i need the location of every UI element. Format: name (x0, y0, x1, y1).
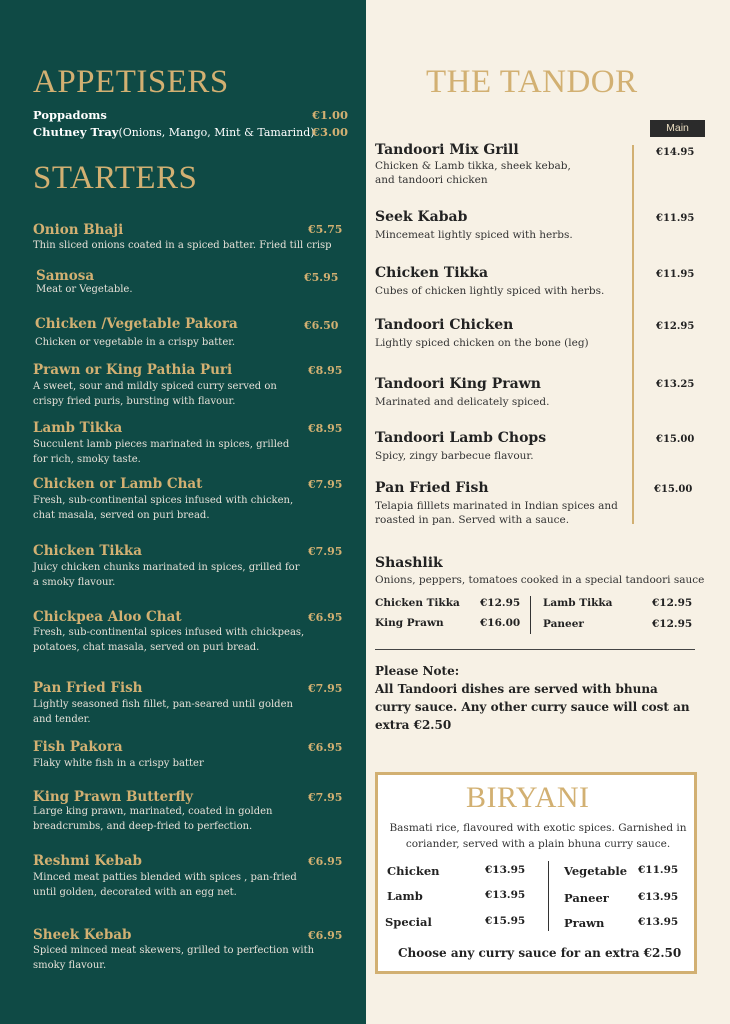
note-title: Please Note: (375, 664, 460, 678)
shashlik-title: Shashlik (375, 555, 443, 571)
starter-desc: Meat or Vegetable. (36, 284, 133, 295)
tandoor-name: Pan Fried Fish (375, 480, 489, 496)
starter-name: Onion Bhaji (33, 222, 124, 238)
tandoor-name: Tandoori Chicken (375, 317, 514, 333)
starter-desc: Thin sliced onions coated in a spiced batter. Fried till crisp (33, 240, 332, 251)
starter-desc: Large king prawn, marinated, coated in golden breadcrumbs, and deep-fried to perfection. (33, 806, 273, 832)
starter-name: Fish Pakora (33, 739, 123, 755)
appetiser-price: €3.00 (312, 125, 349, 139)
starter-price: €6.95 (308, 611, 343, 624)
biryani-title: BIRYANI (466, 781, 590, 814)
tandoor-desc: Spicy, zingy barbecue flavour. (375, 450, 534, 462)
starter-price: €6.50 (304, 319, 339, 332)
starter-desc: Minced meat patties blended with spices , pan-fried until golden, decorated with an egg net. (33, 872, 297, 898)
starter-price: €5.95 (304, 271, 339, 284)
starter-price: €7.95 (308, 545, 343, 558)
starter-price: €7.95 (308, 478, 343, 491)
starter-desc: Spiced minced meat skewers, grilled to perfection with smoky flavour. (33, 945, 315, 971)
biryani-item-price: €13.95 (485, 864, 526, 876)
starter-price: €6.95 (308, 855, 343, 868)
appetiser-detail: (Onions, Mango, Mint & Tamarind) (118, 126, 315, 139)
shashlik-item-name: Paneer (543, 618, 584, 630)
shashlik-desc: Onions, peppers, tomatoes cooked in a special tandoori sauce (375, 574, 705, 586)
biryani-item-price: €11.95 (638, 864, 679, 876)
tandoor-desc: Lightly spiced chicken on the bone (leg) (375, 337, 589, 349)
tandoor-name: Tandoori King Prawn (375, 376, 541, 392)
biryani-divider (548, 861, 549, 931)
starter-name: Chicken or Lamb Chat (33, 476, 203, 492)
biryani-item-name: Special (385, 915, 432, 929)
tandoor-desc: Marinated and delicately spiced. (375, 396, 550, 408)
tandoor-name: Seek Kabab (375, 209, 468, 225)
biryani-item-name: Lamb (387, 889, 423, 903)
starter-name: Chicken Tikka (33, 543, 142, 559)
starter-desc: A sweet, sour and mildly spiced curry served on crispy fried puris, bursting with flavour. (33, 381, 277, 407)
starter-desc: Fresh, sub-continental spices infused with chicken, chat masala, served on puri bread. (33, 495, 294, 521)
tandoor-name: Chicken Tikka (375, 265, 489, 281)
tandoor-desc: Chicken & Lamb tikka, sheek kebab, and tandoori chicken (375, 160, 571, 186)
starter-price: €8.95 (308, 364, 343, 377)
biryani-item-name: Chicken (387, 864, 440, 878)
starter-name: Reshmi Kebab (33, 853, 142, 869)
biryani-item-name: Prawn (564, 916, 605, 930)
appetiser-row (33, 125, 315, 139)
biryani-item-name: Paneer (564, 891, 609, 905)
tandoor-price: €11.95 (656, 213, 695, 224)
starter-name: Chicken /Vegetable Pakora (35, 316, 238, 332)
tandoor-desc: Telapia filllets marinated in Indian spices and roasted in pan. Served with a sauce. (375, 500, 618, 526)
starter-price: €7.95 (308, 682, 343, 695)
starter-desc: Fresh, sub-continental spices infused with chickpeas, potatoes, chat masala, served on puri bread. (33, 627, 305, 653)
biryani-item-price: €15.95 (485, 915, 526, 927)
starter-price: €5.75 (308, 223, 343, 236)
shashlik-item-price: €12.95 (480, 597, 521, 609)
starter-name: Samosa (36, 268, 95, 284)
shashlik-item-name: Lamb Tikka (543, 597, 613, 609)
tandoor-title: THE TANDOR (426, 64, 638, 100)
tandoor-price: €13.25 (656, 379, 695, 390)
tandoor-price: €15.00 (654, 484, 693, 495)
starters-title: STARTERS (33, 160, 198, 196)
starter-desc: Juicy chicken chunks marinated in spices, grilled for a smoky flavour. (33, 562, 300, 588)
starter-price: €8.95 (308, 422, 343, 435)
tandoor-price: €15.00 (656, 434, 695, 445)
starter-name: Prawn or King Pathia Puri (33, 362, 233, 378)
tandoor-desc: Cubes of chicken lightly spiced with herbs. (375, 285, 605, 297)
shashlik-item-name: Chicken Tikka (375, 597, 460, 609)
starter-price: €6.95 (308, 929, 343, 942)
biryani-desc: Basmati rice, flavoured with exotic spices. Garnished in coriander, served with a plain bhuna curry sauce. (389, 822, 687, 850)
starter-name: Lamb Tikka (33, 420, 123, 436)
starter-name: Chickpea Aloo Chat (33, 609, 182, 625)
starter-name: Pan Fried Fish (33, 680, 143, 696)
biryani-item-price: €13.95 (638, 916, 679, 928)
shashlik-item-price: €12.95 (652, 618, 693, 630)
appetisers-title: APPETISERS (33, 64, 229, 100)
main-badge: Main (650, 120, 705, 137)
appetiser-price: €1.00 (312, 108, 349, 122)
tandoor-price: €11.95 (656, 269, 695, 280)
note-text: All Tandoori dishes are served with bhuna curry sauce. Any other curry sauce will cost an extra €2.50 (375, 682, 690, 732)
starter-desc: Succulent lamb pieces marinated in spices, grilled for rich, smoky taste. (33, 439, 290, 465)
tandoor-name: Tandoori Lamb Chops (375, 430, 547, 446)
starter-desc: Lightly seasoned fish fillet, pan-seared until golden and tender. (33, 699, 293, 725)
starter-name: Sheek Kebab (33, 927, 132, 943)
biryani-box (375, 772, 697, 974)
shashlik-item-price: €16.00 (480, 617, 521, 629)
tandoor-price: €14.95 (656, 147, 695, 158)
shashlik-item-name: King Prawn (375, 617, 444, 629)
tandoor-desc: Mincemeat lightly spiced with herbs. (375, 229, 573, 241)
biryani-footer: Choose any curry sauce for an extra €2.50 (398, 946, 682, 960)
note-divider (375, 649, 695, 650)
appetiser-name: Poppadoms (33, 108, 107, 122)
starter-name: King Prawn Butterfly (33, 789, 194, 805)
biryani-item-price: €13.95 (485, 889, 526, 901)
shashlik-item-price: €12.95 (652, 597, 693, 609)
biryani-item-price: €13.95 (638, 891, 679, 903)
starter-price: €7.95 (308, 791, 343, 804)
starter-price: €6.95 (308, 741, 343, 754)
shashlik-divider (530, 596, 531, 634)
tandoor-price: €12.95 (656, 321, 695, 332)
starter-desc: Flaky white fish in a crispy batter (33, 758, 204, 769)
tandoor-name: Tandoori Mix Grill (375, 142, 519, 158)
starter-desc: Chicken or vegetable in a crispy batter. (35, 337, 236, 348)
biryani-item-name: Vegetable (564, 864, 628, 878)
tandoor-divider (632, 145, 634, 524)
appetiser-name: Chutney Tray (33, 125, 119, 139)
